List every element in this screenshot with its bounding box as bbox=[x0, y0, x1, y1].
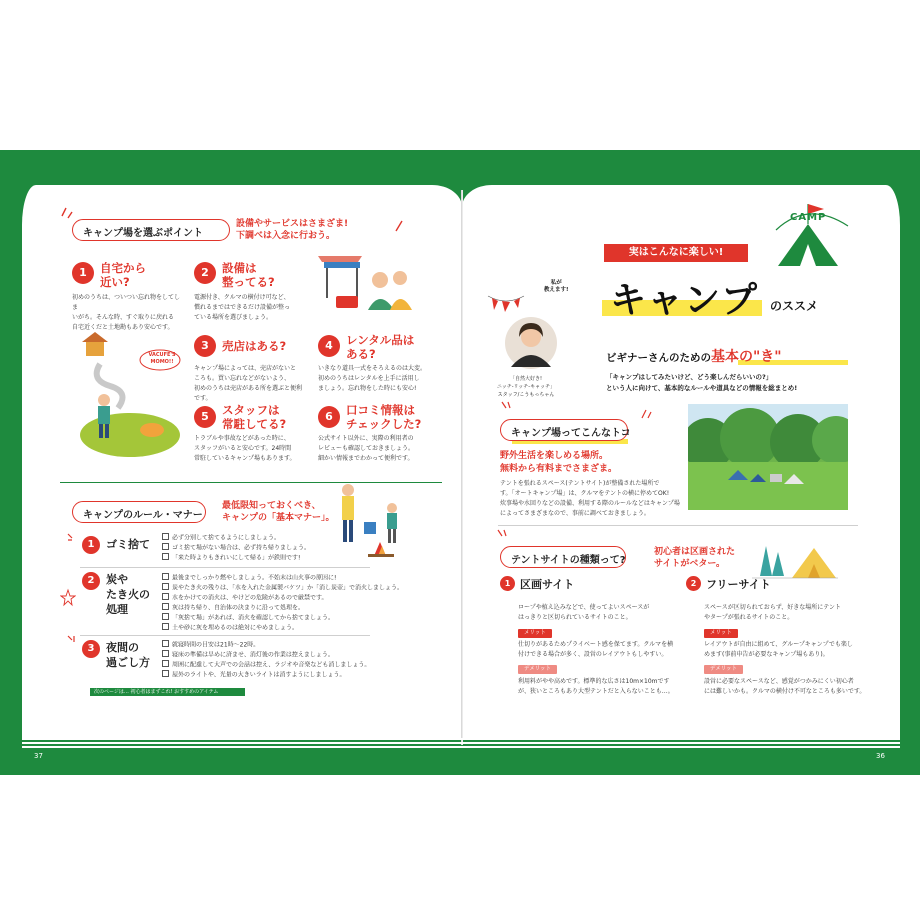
merit-tag: メリット bbox=[518, 629, 552, 638]
lead-heading: ビギナーさんのための基本の"き" bbox=[606, 349, 782, 365]
point-badge-2: 2 bbox=[194, 262, 216, 284]
teacher-bubble: 私が 教えます! bbox=[544, 280, 569, 293]
spark-icon bbox=[66, 532, 80, 546]
point-body-2: 電源付き、クルマの横付け可など、 慣れるまではできるだけ設備が整っ ている場所を選びましょう。 bbox=[194, 294, 291, 321]
rule-item: 屋外のライトや、光量の大きいライトは消すようにしましょう。 bbox=[162, 670, 346, 680]
site-demerit-2: 設営に必要なスペースなど、感覚がつかみにくい初心者 には難しいかも。クルマの横付け不可なところも多いです。 bbox=[704, 678, 866, 695]
rule-item: 「来た時よりもきれいにして帰る」が鉄則です! bbox=[162, 553, 300, 563]
title-ribbon: 実はこんなに楽しい! bbox=[604, 244, 748, 262]
point-badge-4: 4 bbox=[318, 335, 340, 357]
section-note-tentsite: 初心者は区画された サイトがベター。 bbox=[654, 547, 736, 569]
camp-tent-logo bbox=[768, 196, 858, 276]
staff-portrait bbox=[505, 315, 557, 371]
rule-divider bbox=[80, 635, 370, 636]
point-body-4: いきなり道具一式をそろえるのは大変。 初めのうちはレンタルを上手に活用し ましょう。忘れ物をした時にも安心! bbox=[318, 365, 427, 392]
rule-item: 炭やたき火の残りは、「水を入れた金属製バケツ」か「消し炭壺」で消火しましょう。 bbox=[162, 583, 403, 593]
star-icon bbox=[60, 586, 76, 616]
section-divider bbox=[498, 525, 858, 526]
rule-item: 「灰捨て場」があれば、消火を確認してから捨てましょう。 bbox=[162, 613, 334, 623]
point-title-5: スタッフは 常駐してる? bbox=[222, 403, 287, 431]
rule-title-3: 夜間の 過ごし方 bbox=[106, 641, 150, 669]
site-body-1: ロープや植え込みなどで、使ってよいスペースが はっきりと区切られているサイトのこと。 bbox=[518, 604, 650, 621]
site-title-2: フリーサイト bbox=[706, 578, 771, 591]
rule-item: ゴミ捨て場がない場合は、必ず持ち帰りましょう。 bbox=[162, 543, 310, 553]
rule-item: 灰は持ち帰り、自治体の決まりに沿って処理を。 bbox=[162, 603, 304, 613]
demerit-tag: デメリット bbox=[518, 665, 557, 674]
merit-tag: メリット bbox=[704, 629, 738, 638]
section-note-rules: 最低限知っておくべき、 キャンプの「基本マナー」。 bbox=[222, 501, 335, 523]
rule-badge-1: 1 bbox=[82, 536, 100, 554]
site-title-1: 区画サイト bbox=[520, 578, 575, 591]
section-note-campsite-points: 設備やサービスはさまざま! 下調べは入念に行おう。 bbox=[236, 219, 349, 241]
site-merit-2: レイアウトが自由に組めて、グループキャンプでも楽し めます(事前申告が必要なキャンプ場もあり)。 bbox=[704, 641, 853, 658]
spark-icon bbox=[66, 634, 80, 646]
rule-item: 必ず分別して捨てるようにしましょう。 bbox=[162, 533, 280, 543]
spark-icon bbox=[496, 528, 508, 540]
demerit-tag: デメリット bbox=[704, 665, 743, 674]
family-illustration bbox=[318, 478, 418, 560]
point-body-3: キャンプ場によっては、売店がないと ころも。買い忘れなどがないよう、 初めのうちは売店がある所を選ぶと便利です。 bbox=[194, 365, 303, 402]
rule-item: 水をかけての消火は、やけどの危険があるので厳禁です。 bbox=[162, 593, 328, 603]
rule-title-2: 炭や たき火の 処理 bbox=[106, 573, 150, 616]
rule-item: 就寝時間の目安は21時〜22時。 bbox=[162, 640, 259, 650]
site-merit-1: 仕切りがあるためプライベート感を保てます。クルマを横 付けできる場合が多く、設営のレイアウトもしやすい。 bbox=[518, 641, 674, 658]
book-spine bbox=[461, 190, 463, 745]
sticker-text: VACUFE'S MOMO!! bbox=[148, 352, 176, 365]
rule-divider bbox=[80, 567, 370, 568]
page-number-right: 36 bbox=[876, 752, 885, 760]
rule-item: 最後までしっかり燃やしましょう。不始末は山火事の原因に! bbox=[162, 573, 336, 583]
page-title-suffix: のススメ bbox=[770, 299, 819, 313]
rule-title-1: ゴミ捨て bbox=[106, 538, 150, 551]
camp-label: CAMP bbox=[790, 212, 827, 223]
next-page-bar: 次のページは… 初心者はまずこれ! おすすめのアイテム bbox=[90, 688, 245, 696]
intro-text: 「キャンプはしてみたいけど、どう楽しんだらいいの?」 という人に向けて、基本的なルールや道具などの情報を総まとめ! bbox=[606, 373, 798, 392]
right-page-edges bbox=[462, 738, 900, 750]
section-note-campsite: 野外生活を楽しめる場所。 無料から有料までさまざま。 bbox=[500, 451, 618, 474]
section-title-rules: キャンプのルール・マナー bbox=[72, 501, 206, 523]
point-title-6: 口コミ情報は チェックした? bbox=[346, 403, 422, 431]
rule-badge-3: 3 bbox=[82, 640, 100, 658]
rule-item: 周囲に配慮して大声での会話は控え、ラジオや音楽なども消しましょう。 bbox=[162, 660, 370, 670]
point-badge-1: 1 bbox=[72, 262, 94, 284]
point-body-1: 初めのうちは、ついつい忘れ物をしてしま いがち。そんな時、すぐ取りに戻れる 自宅近くだと土地勘もあり安心です。 bbox=[72, 294, 181, 331]
spark-icon bbox=[60, 206, 74, 220]
campers-illustration bbox=[318, 248, 414, 312]
section-title-campsite: キャンプ場ってこんなトコ bbox=[500, 419, 628, 441]
hiker-illustration bbox=[70, 330, 182, 460]
campsite-photo bbox=[688, 404, 848, 510]
campsite-body: テントを張れるスペース(テントサイト)が整備された場所で す。「オートキャンプ場」は、クルマをテントの横に停めてOK! 炊事場や水回りなどの設備、利用する際のルールなどはキャンプ場 によってさまざまなので、事前に調べておきましょう。 bbox=[500, 480, 680, 517]
site-badge-2: 2 bbox=[686, 576, 701, 591]
left-page-edges bbox=[22, 738, 462, 750]
point-body-5: トラブルや事故などがあった時に、 スタッフがいると安心です。24時間 常駐しているキャンプ場もあります。 bbox=[194, 435, 296, 462]
section-title-campsite-points: キャンプ場を選ぶポイント bbox=[72, 219, 230, 241]
page-number-left: 37 bbox=[34, 752, 43, 760]
point-title-4: レンタル品は ある? bbox=[346, 333, 415, 361]
rule-item: 寝床の準備は早めに済ませ、消灯後の作業は控えましょう。 bbox=[162, 650, 334, 660]
spark-icon bbox=[640, 408, 652, 420]
point-title-3: 売店はある? bbox=[222, 339, 287, 353]
rule-badge-2: 2 bbox=[82, 572, 100, 590]
staff-caption: 「自然大好き! ニッチ-リッチ-キャッチ」 スタッフ/こうもっちゃん bbox=[496, 376, 556, 398]
point-badge-5: 5 bbox=[194, 406, 216, 428]
spark-icon bbox=[500, 400, 512, 412]
rule-item: 土や砂に灰を埋めるのは絶対にやめましょう。 bbox=[162, 623, 298, 633]
site-demerit-1: 利用料がやや高めです。標準的な広さは10m×10mです が、狭いところもあり大型テントだと入らないことも…。 bbox=[518, 678, 674, 695]
site-badge-1: 1 bbox=[500, 576, 515, 591]
point-title-2: 設備は 整ってる? bbox=[222, 261, 275, 289]
point-badge-6: 6 bbox=[318, 406, 340, 428]
point-badge-3: 3 bbox=[194, 335, 216, 357]
site-body-2: スペースが区切られておらず、好きな場所にテント やタープが張れるサイトのこと。 bbox=[704, 604, 841, 621]
point-title-1: 自宅から 近い? bbox=[100, 261, 146, 289]
spark-icon bbox=[394, 219, 404, 233]
section-title-tentsite: テントサイトの種類って? bbox=[500, 546, 626, 568]
point-body-6: 公式サイト以外に、実際の利用者の レビューも確認しておきましょう。 細かい情報までわかって便利です。 bbox=[318, 435, 415, 462]
page-title: キャンプ bbox=[610, 280, 759, 321]
